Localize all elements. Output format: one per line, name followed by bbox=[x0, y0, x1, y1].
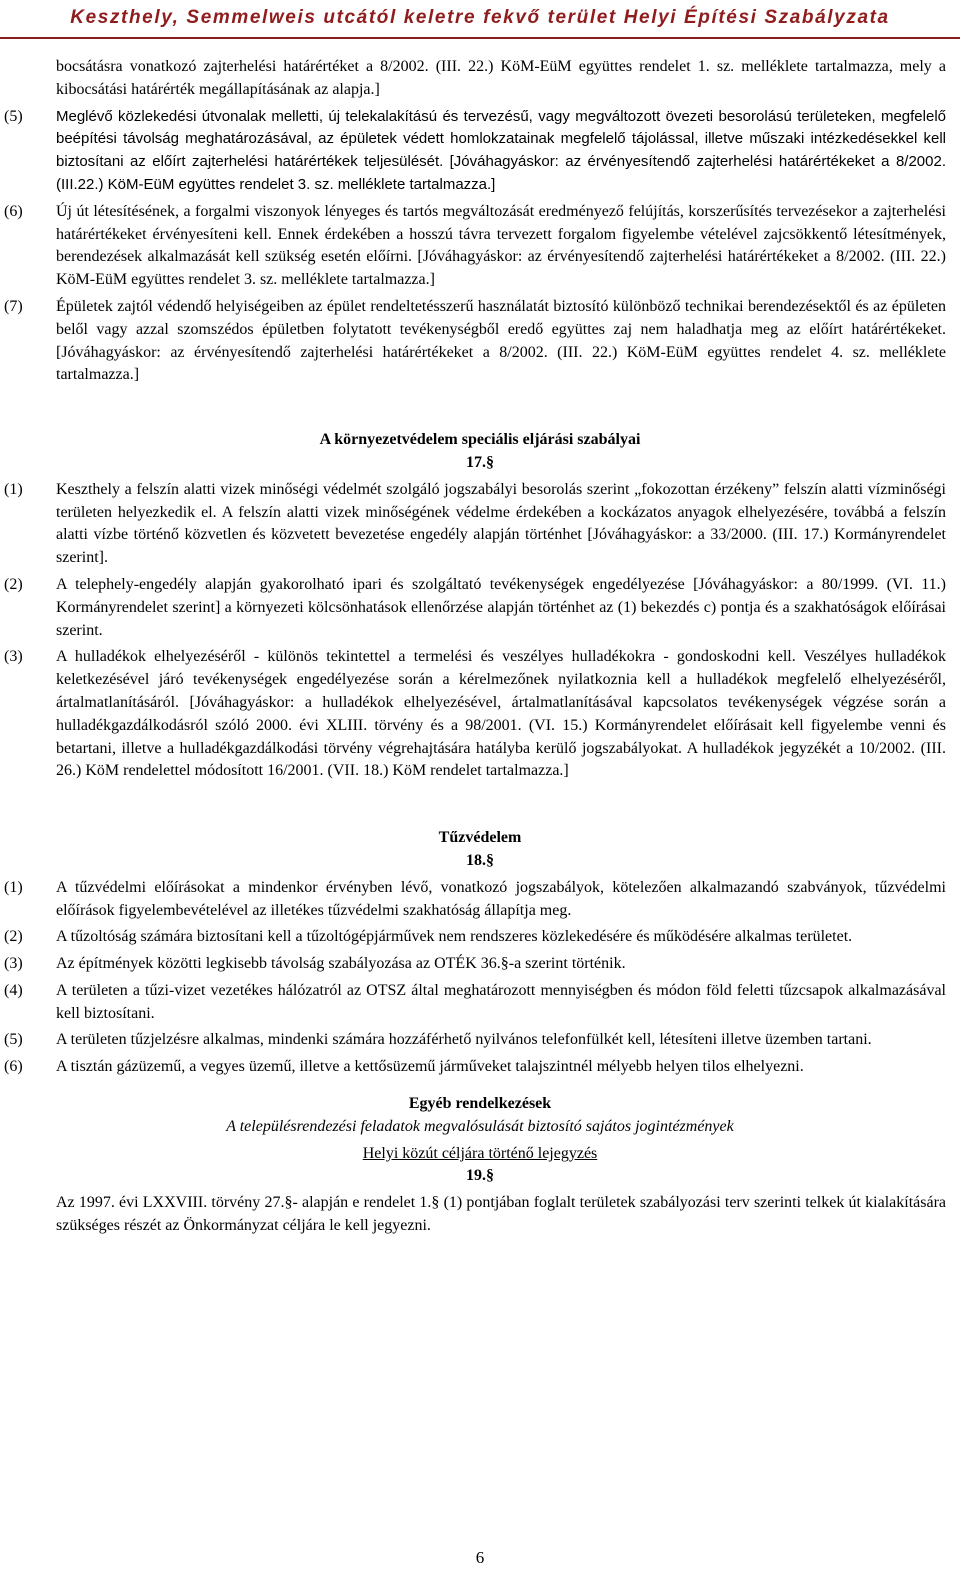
s17-paragraph-3 bbox=[0, 646, 960, 783]
paragraph-number: (5) bbox=[4, 1031, 23, 1049]
paragraph-continuation bbox=[0, 56, 960, 102]
s18-paragraph-6 bbox=[0, 1056, 960, 1079]
paragraph-6 bbox=[0, 201, 960, 292]
paragraph-number: (7) bbox=[4, 297, 23, 315]
paragraph-text: A tisztán gázüzemű, a vegyes üzemű, illetve a kettősüzemű járműveket talajszintnél mélyebb helyen tilos elhelyezni. bbox=[56, 1058, 804, 1076]
paragraph-number: (1) bbox=[4, 480, 23, 498]
paragraph-number: (3) bbox=[4, 648, 23, 666]
page-body bbox=[0, 56, 960, 1242]
s18-paragraph-5 bbox=[0, 1029, 960, 1052]
paragraph-text: Az 1997. évi LXXVIII. törvény 27.§- alapján e rendelet 1.§ (1) pontjában foglalt területek szabályozási terv szerinti telkek út kialakítására szükséges részét az Önkormányzat céljára le kell jegyezni. bbox=[56, 1194, 946, 1235]
section-number-17: 17.§ bbox=[466, 453, 494, 471]
paragraph-text: Épületek zajtól védendő helyiségeiben az épület rendeltetésszerű használatát biztosító különböző technikai berendezésektől és az épületen belől vagy azzal szomszédos épületben folytatott tevékenységből eredő együttes zaj nem haladhatja meg az előírt határértékeket. [Jóváhagyáskor: az érvényesítendő zajterhelési határértékeket a 8/2002. (III. 22.) KöM-EüM együttes rendelet 4. sz. melléklete tartalmazza.] bbox=[56, 297, 946, 384]
section-heading-fire-protection: Tűzvédelem bbox=[438, 829, 522, 847]
paragraph-number: (5) bbox=[4, 107, 23, 125]
s17-paragraph-1 bbox=[0, 479, 960, 570]
paragraph-text: A tűzvédelmi előírásokat a mindenkor érvényben lévő, vonatkozó jogszabályok, kötelezően alkalmazandó szabványok, tűzvédelmi előírások figyelembevételével az illetékes tűzvédelmi szakhatóság állapítja meg. bbox=[56, 878, 946, 919]
paragraph-text: A területen a tűzi-vizet vezetékes hálózatról az OTSZ által meghatározott mennyiségben és módon föld feletti tűzcsapok alkalmazásával kell biztosítani. bbox=[56, 981, 946, 1022]
section-heading-other-provisions: Egyéb rendelkezések bbox=[408, 1095, 552, 1113]
paragraph-text: A tűzoltóság számára biztosítani kell a tűzoltógépjárművek nem rendszeres közlekedésére és működésére alkalmas területet. bbox=[56, 928, 853, 946]
paragraph-text: bocsátásra vonatkozó zajterhelési határértéket a 8/2002. (III. 22.) KöM-EüM együttes rendelet 1. sz. melléklete tartalmazza, mely a kibocsátási határérték megállapításának az alapja.] bbox=[56, 58, 946, 98]
header-rule bbox=[0, 37, 960, 39]
s18-paragraph-1 bbox=[0, 877, 960, 923]
paragraph-text: Keszthely a felszín alatti vizek minőségi védelmét szolgáló jogszabályi besorolás szerint „fokozottan érzékeny” felszín alatti vízminőségi területen helyezkedik el. A felszín alatti vizek minőségének védelme érdekében a kockázatos anyagok elhelyezésére, továbbá a felszín alatti vízbe történő közvetlen és közvetett bevezetése engedély alapján történhet [Jóváhagyáskor: a 33/2000. (III. 17.) Kormányrendelet szerint]. bbox=[56, 480, 946, 567]
s17-paragraph-2 bbox=[0, 574, 960, 642]
paragraph-text: Meglévő közlekedési útvonalak melletti, új telekalakítású és tervezésű, vagy megváltozott övezeti besorolású területeken, megfelelő beépítési távolság meghatározásával, az épületek védett homlokzatainak megfelelő tájolással, illetve műszaki intézkedésekkel kell biztosítani az előírt zajterhelési határértékek teljesülését. bbox=[56, 107, 946, 171]
section-number-19: 19.§ bbox=[466, 1167, 494, 1185]
paragraph-number: (1) bbox=[4, 878, 23, 896]
paragraph-number: (2) bbox=[4, 575, 23, 593]
paragraph-5 bbox=[0, 106, 960, 197]
section-heading-environment: A környezetvédelem speciális eljárási szabályai bbox=[319, 431, 641, 449]
paragraph-number: (6) bbox=[4, 1058, 23, 1076]
section-number-18: 18.§ bbox=[466, 851, 494, 869]
s18-paragraph-3 bbox=[0, 953, 960, 976]
paragraph-number: (4) bbox=[4, 981, 23, 999]
s19-paragraph bbox=[0, 1192, 960, 1238]
paragraph-7 bbox=[0, 296, 960, 387]
paragraph-text-note: [Jóváhagyáskor: az érvényesítendő zajterhelési határértékeket a 8/2002. (III.22.) KöM-EüM együttes rendelet 3. sz. melléklete tartalmazza.] bbox=[56, 153, 947, 193]
page-number: 6 bbox=[475, 1548, 485, 1567]
running-header-title: Keszthely, Semmelweis utcától keletre fekvő terület Helyi Építési Szabályzata bbox=[70, 7, 890, 28]
s18-paragraph-2 bbox=[0, 926, 960, 949]
paragraph-text: A telephely-engedély alapján gyakorolható ipari és szolgáltató tevékenységek engedélyezése [Jóváhagyáskor: a 80/1999. (VI. 11.) Kormányrendelet szerint] a környezeti kölcsönhatások ellenőrzése alapján történhet az (1) bekezdés c) pontja és a szakhatóságok előírásai szerint. bbox=[56, 575, 946, 639]
paragraph-text: A hulladékok elhelyezéséről - különös tekintettel a termelési és veszélyes hulladékokra - gondoskodni kell. Veszélyes hulladékok keletkezésével járó tevékenységek engedélyezése során a kérelmezőnek nyilatkoznia kell a hulladékok megfelelő elhelyezéséről, ártalmatlanításáról. [Jóváhagyáskor: a hulladékok elhelyezésével, ártalmatlanításával kapcsolatos tevékenységek végzése során a hulladékgazdálkodásról szóló 2000. évi XLIII. törvény és a 98/2001. (VI. 15.) Kormányrendelet előírásait kell figyelembe venni és betartani, illetve a hulladékgazdálkodási törvény végrehajtására hatályba kerülő jogszabályokat. A hulladékok jegyzékét a 10/2002. (III. 26.) KöM rendelettel módosított 16/2001. (VII. 18.) KöM rendelet tartalmazza.] bbox=[56, 648, 946, 780]
paragraph-text: Az építmények közötti legkisebb távolság szabályozása az OTÉK 36.§-a szerint történik. bbox=[56, 955, 626, 973]
s18-paragraph-4 bbox=[0, 980, 960, 1026]
paragraph-text: Új út létesítésének, a forgalmi viszonyok lényeges és tartós megváltozását eredményező felújítás, korszerűsítés tervezésekor a zajterhelési határértékeket érvényesíteni kell. Ennek érdekében a hosszú távra tervezett forgalom figyelembe vételével zajcsökkentő létesítmények, berendezések alkalmazását kell szükség esetén előírni. [Jóváhagyáskor: az érvényesítendő zajterhelési határértékeket a 8/2002. (III. 22.) KöM-EüM együttes rendelet 3. sz. melléklete tartalmazza.] bbox=[56, 202, 946, 289]
paragraph-number: (2) bbox=[4, 928, 23, 946]
paragraph-number: (6) bbox=[4, 202, 23, 220]
paragraph-text: A területen tűzjelzésre alkalmas, mindenki számára hozzáférhető nyilvános telefonfülkét kell, létesíteni illetve üzemben tartani. bbox=[56, 1031, 872, 1049]
section-subtitle: A településrendezési feladatok megvalósulását biztosító sajátos jogintézmények bbox=[226, 1117, 734, 1135]
section-underlined-title: Helyi közút céljára történő lejegyzés bbox=[362, 1144, 598, 1162]
paragraph-number: (3) bbox=[4, 955, 23, 973]
